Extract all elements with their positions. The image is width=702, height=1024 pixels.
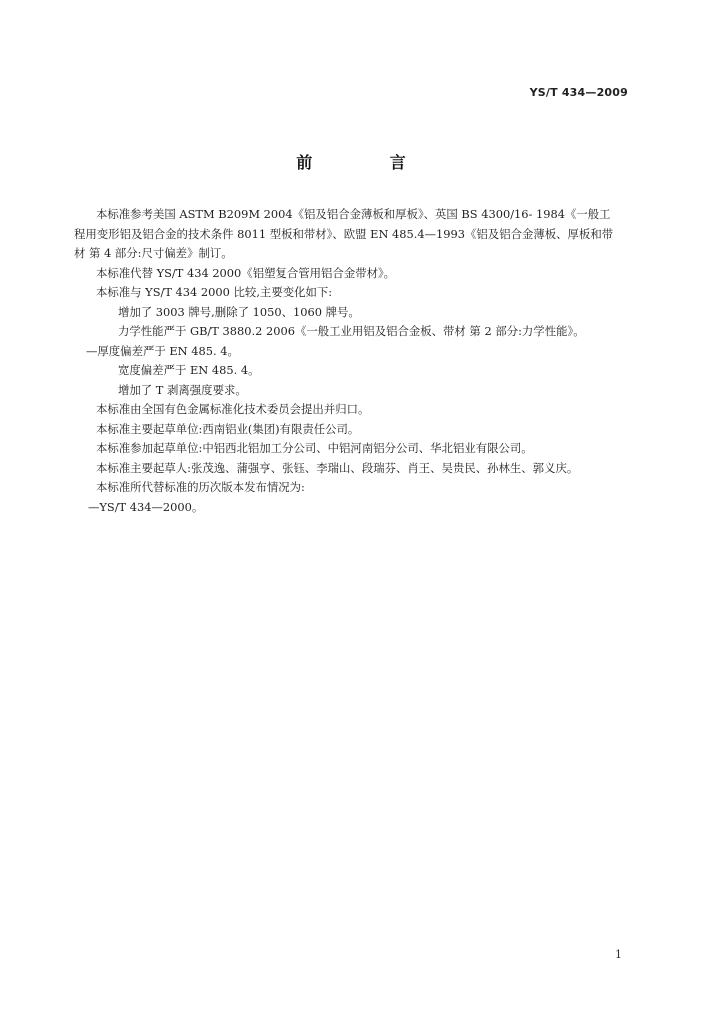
list-item: 力学性能严于 GB/T 3880.2 2006《一般工业用铝及铝合金板、带材 第 2 部分:力学性能》。 — [118, 324, 585, 338]
list-item: 增加了 T 剥离强度要求。 — [118, 382, 247, 397]
paragraph-line: 本标准主要起草人:张茂逸、蒲强亨、张钰、李瑞山、段瑞芬、肖王、吴贵民、孙林生、郭义庆。 — [96, 460, 579, 475]
paragraph-line: 程用变形铝及铝合金的技术条件 8011 型板和带材》、欧盟 EN 485.4—1993《铝及铝合金薄板、厚板和带 — [74, 226, 614, 241]
list-item: —YS/T 434—2000。 — [88, 499, 204, 514]
paragraph-line: 本标准主要起草单位:西南铝业(集团)有限责任公司。 — [96, 421, 360, 436]
page-title: 前 言 — [296, 153, 442, 172]
list-item: 增加了 3003 牌号,删除了 1050、1060 牌号。 — [118, 304, 360, 319]
foreword-body — [74, 205, 636, 517]
paragraph-line: 本标准由全国有色金属标准化技术委员会提出并归口。 — [96, 402, 370, 416]
page-number: 1 — [615, 948, 622, 961]
paragraph-line: 本标准参加起草单位:中铝西北铝加工分公司、中铝河南铝分公司、华北铝业有限公司。 — [96, 441, 533, 455]
paragraph-line: 本标准参考美国 ASTM B209M 2004《铝及铝合金薄板和厚板》、英国 BS 4300/16- 1984《一般工 — [96, 207, 611, 221]
paragraph-line: 本标准所代替标准的历次版本发布情况为: — [96, 480, 305, 494]
paragraph-line: 本标准代替 YS/T 434 2000《铝塑复合管用铝合金带材》。 — [96, 265, 396, 280]
paragraph-line: 材 第 4 部分:尺寸偏差》制订。 — [74, 246, 233, 260]
list-item: 宽度偏差严于 EN 485. 4。 — [118, 363, 260, 377]
list-item: —厚度偏差严于 EN 485. 4。 — [86, 343, 239, 358]
standard-code: YS/T 434—2009 — [529, 86, 628, 99]
paragraph-line: 本标准与 YS/T 434 2000 比较,主要变化如下: — [96, 285, 333, 299]
